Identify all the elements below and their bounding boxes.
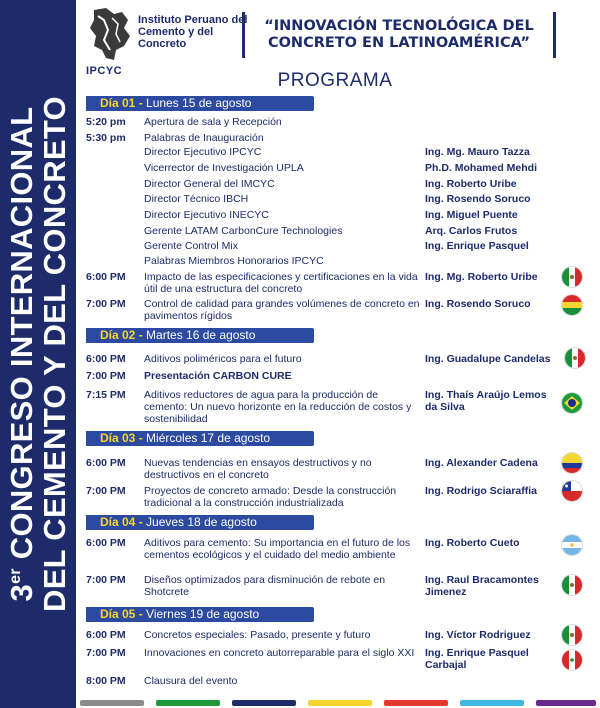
brazil-flag-icon (562, 393, 582, 413)
peru-flag-icon (562, 650, 582, 670)
mexico-flag-icon (565, 348, 585, 368)
side-banner (0, 0, 76, 708)
strip-segment (232, 700, 296, 706)
congress-title-line2: DEL CEMENTO Y DEL CONCRETO (37, 96, 72, 612)
inauguration-role: Director Ejecutivo INECYC (144, 209, 269, 221)
institute-name: Instituto Peruano del Cemento y del Concreto (138, 14, 248, 50)
inauguration-name: Ing. Rosendo Soruco (425, 193, 531, 205)
chile-flag-icon (562, 481, 582, 501)
inauguration-name: Ing. Enrique Pasquel (425, 240, 529, 252)
inauguration-role: Director Ejecutivo IPCYC (144, 146, 262, 158)
mexico-flag-icon (562, 575, 582, 595)
programa-heading: PROGRAMA (277, 70, 393, 91)
inauguration-name: Ing. Miguel Puente (425, 209, 518, 221)
mexico-flag-icon (562, 267, 582, 287)
event-title-box (242, 12, 556, 58)
inauguration-name: Ing. Mg. Mauro Tazza (425, 146, 530, 158)
day-bar-5: Día 05 - Viernes 19 de agosto (86, 607, 314, 622)
logo-caption: IPCYC (86, 65, 123, 77)
ipcyc-logo-icon (84, 6, 134, 62)
inauguration-role: Vicerrector de Investigación UPLA (144, 162, 304, 174)
color-strip (76, 698, 600, 708)
event-title-line1: “INNOVACIÓN TECNOLÓGICA DEL (264, 18, 534, 34)
argentina-flag-icon (562, 535, 582, 555)
strip-segment (460, 700, 524, 706)
strip-segment (80, 700, 144, 706)
inauguration-role: Gerente LATAM CarbonCure Technologies (144, 225, 343, 237)
strip-segment (384, 700, 448, 706)
mexico-flag-icon (562, 625, 582, 645)
inauguration-role: Gerente Control Mix (144, 240, 238, 252)
day-bar-3: Día 03 - Miércoles 17 de agosto (86, 431, 314, 446)
day-bar-4: Día 04 - Jueves 18 de agosto (86, 515, 314, 530)
inauguration-role: Palabras Miembros Honorarios IPCYC (144, 255, 324, 267)
congress-title-vertical (0, 4, 76, 704)
congress-title-line1: 3er CONGRESO INTERNACIONAL (4, 106, 39, 602)
strip-segment (536, 700, 596, 706)
inauguration-name: Ing. Roberto Uribe (425, 178, 517, 190)
inauguration-name: Ph.D. Mohamed Mehdi (425, 162, 538, 174)
inauguration-role: Director Técnico IBCH (144, 193, 249, 205)
inauguration-name: Arq. Carlos Frutos (425, 225, 518, 237)
bolivia-flag-icon (562, 295, 582, 315)
day-bar-1: Día 01 - Lunes 15 de agosto (86, 96, 314, 111)
inauguration-role: Director General del IMCYC (144, 178, 275, 190)
ecuador-flag-icon (562, 453, 582, 473)
strip-segment (308, 700, 372, 706)
event-title-line2: CONCRETO EN LATINOAMÉRICA” (267, 35, 531, 51)
day-bar-2: Día 02 - Martes 16 de agosto (86, 328, 314, 343)
strip-segment (156, 700, 220, 706)
